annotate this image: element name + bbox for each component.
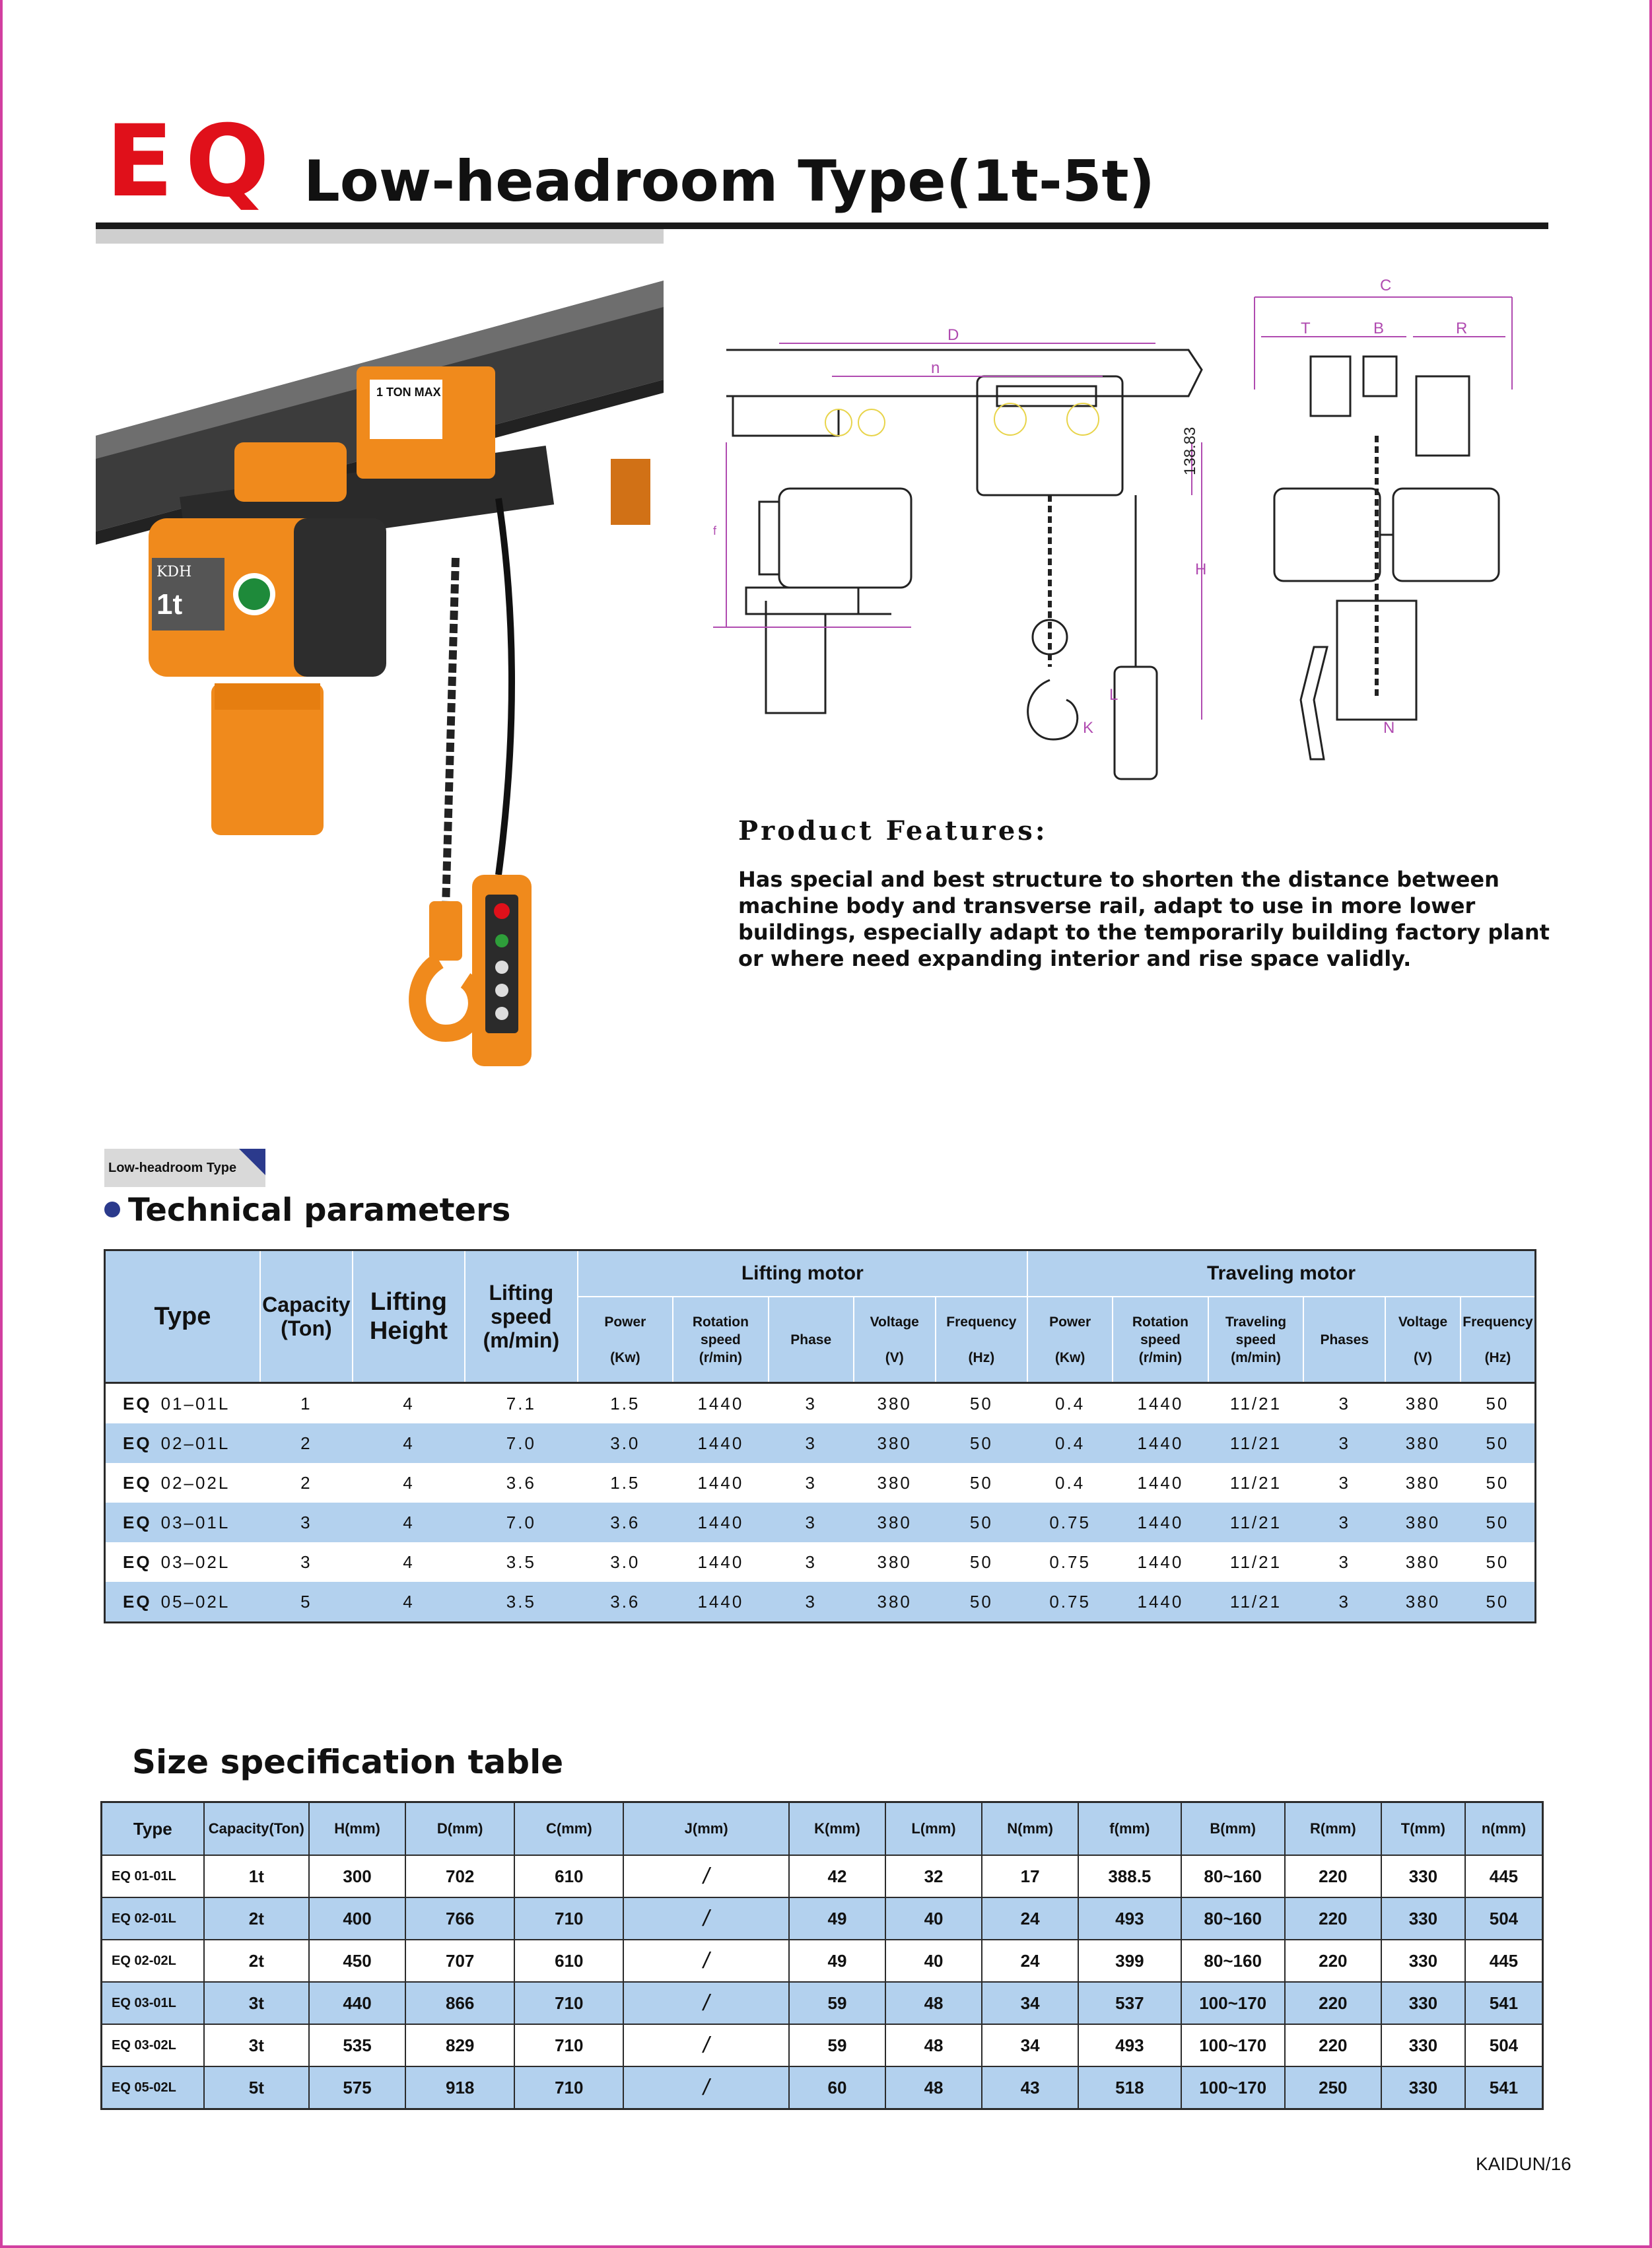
col-tm-rotation: Rotation speed (r/min) bbox=[1113, 1297, 1208, 1383]
page-footer: KAIDUN/16 bbox=[1476, 2154, 1571, 2174]
cell-tf: 50 bbox=[1486, 1551, 1509, 1572]
size-cell: 330 bbox=[1381, 2066, 1465, 2109]
cell-lf: 50 bbox=[969, 1551, 993, 1572]
cell-spd: 7.1 bbox=[506, 1393, 536, 1414]
cell-tr: 1440 bbox=[1137, 1393, 1184, 1414]
cell-lf: 50 bbox=[936, 1423, 1027, 1463]
cell-tph: 3 bbox=[1303, 1423, 1385, 1463]
size-cell: 2t bbox=[204, 1940, 309, 1982]
tonnage-plate: 1 TON MAX bbox=[376, 386, 441, 399]
cell-tph: 3 bbox=[1338, 1551, 1350, 1572]
cell-tp: 0.4 bbox=[1055, 1393, 1085, 1414]
size-cell: EQ 03-01L bbox=[102, 1982, 204, 2024]
size-col-header: f(mm) bbox=[1078, 1802, 1181, 1856]
cell-lf: 50 bbox=[969, 1393, 993, 1414]
col-lm-phase: Phase bbox=[769, 1297, 854, 1383]
size-cell: 300 bbox=[309, 1855, 405, 1897]
size-cell: 3t bbox=[204, 2024, 309, 2066]
size-cell: 59 bbox=[789, 2024, 885, 2066]
cell-tph: 3 bbox=[1303, 1503, 1385, 1542]
cell-lr: 1440 bbox=[697, 1472, 744, 1493]
cell-tph: 3 bbox=[1338, 1393, 1350, 1414]
size-cell: / bbox=[623, 1982, 789, 2024]
cell-cap: 5 bbox=[260, 1582, 353, 1623]
cell-tv: 380 bbox=[1385, 1423, 1461, 1463]
cell-tv: 380 bbox=[1405, 1472, 1441, 1493]
size-cell: EQ 03-02L bbox=[102, 2024, 204, 2066]
size-col-header: B(mm) bbox=[1181, 1802, 1285, 1856]
cell-tph: 3 bbox=[1338, 1472, 1350, 1493]
size-col-header: N(mm) bbox=[982, 1802, 1078, 1856]
size-cell: EQ 02-01L bbox=[102, 1897, 204, 1940]
size-cell: 330 bbox=[1381, 1897, 1465, 1940]
cell-h: 4 bbox=[403, 1472, 415, 1493]
cell-lr: 1440 bbox=[673, 1423, 769, 1463]
features-title: Product Features: bbox=[738, 815, 1048, 846]
cell-tf: 50 bbox=[1486, 1393, 1509, 1414]
cell-lr: 1440 bbox=[673, 1503, 769, 1542]
dim-label-f: f bbox=[713, 524, 717, 537]
cell-lr: 1440 bbox=[673, 1582, 769, 1623]
col-capacity: Capacity (Ton) bbox=[260, 1250, 353, 1383]
col-tm-travel-speed: Traveling speed (m/min) bbox=[1208, 1297, 1304, 1383]
size-cell: 32 bbox=[885, 1855, 982, 1897]
dim-label-H: H bbox=[1195, 561, 1207, 578]
size-cell: 493 bbox=[1078, 2024, 1181, 2066]
size-cell: / bbox=[623, 2066, 789, 2109]
size-cell: 330 bbox=[1381, 1855, 1465, 1897]
table-row bbox=[102, 1982, 1543, 2024]
size-cell: 330 bbox=[1381, 2024, 1465, 2066]
cell-h: 4 bbox=[353, 1503, 465, 1542]
title-rule bbox=[96, 222, 1548, 229]
size-cell: 40 bbox=[885, 1940, 982, 1982]
cell-tph: 3 bbox=[1303, 1582, 1385, 1623]
size-cell: 710 bbox=[514, 2066, 623, 2109]
size-cell: EQ 05-02L bbox=[102, 2066, 204, 2109]
cell-tp: 0.75 bbox=[1027, 1582, 1113, 1623]
type-cell: EQ 05–02L bbox=[105, 1582, 260, 1623]
size-col-header: R(mm) bbox=[1285, 1802, 1381, 1856]
size-cell: 34 bbox=[982, 2024, 1078, 2066]
col-lifting-speed: Lifting speed (m/min) bbox=[465, 1250, 577, 1383]
cell-lph: 3 bbox=[769, 1503, 854, 1542]
size-cell: / bbox=[623, 1897, 789, 1940]
size-cell: 100~170 bbox=[1181, 2066, 1285, 2109]
size-section-title: Size specification table bbox=[132, 1743, 564, 1781]
table-row bbox=[105, 1582, 1536, 1623]
size-cell: 400 bbox=[309, 1897, 405, 1940]
cell-tr: 1440 bbox=[1113, 1582, 1208, 1623]
cell-ts: 11/21 bbox=[1208, 1503, 1304, 1542]
cell-tf: 50 bbox=[1461, 1503, 1536, 1542]
table-row bbox=[105, 1383, 1536, 1424]
type-cell: EQ 02–01L bbox=[105, 1423, 260, 1463]
cell-cap: 3 bbox=[260, 1503, 353, 1542]
dim-label-N: N bbox=[1383, 719, 1395, 737]
size-cell: 220 bbox=[1285, 1855, 1381, 1897]
size-cell: 49 bbox=[789, 1940, 885, 1982]
cell-lv: 380 bbox=[877, 1472, 912, 1493]
table-row bbox=[105, 1463, 1536, 1503]
size-cell: 17 bbox=[982, 1855, 1078, 1897]
bullet-icon bbox=[104, 1202, 120, 1217]
dim-label-K: K bbox=[1083, 719, 1094, 737]
size-col-header: C(mm) bbox=[514, 1802, 623, 1856]
brand-plate: KDH bbox=[156, 564, 192, 580]
table-row bbox=[102, 2024, 1543, 2066]
cell-cap: 3 bbox=[300, 1551, 312, 1572]
cell-lr: 1440 bbox=[697, 1393, 744, 1414]
cell-spd: 3.5 bbox=[465, 1582, 577, 1623]
size-col-header: D(mm) bbox=[405, 1802, 514, 1856]
type-cell: EQ 03–01L bbox=[105, 1503, 260, 1542]
cell-lv: 380 bbox=[854, 1582, 936, 1623]
size-cell: EQ 02-02L bbox=[102, 1940, 204, 1982]
cell-lv: 380 bbox=[877, 1393, 912, 1414]
table-row bbox=[102, 1855, 1543, 1897]
size-cell: 24 bbox=[982, 1897, 1078, 1940]
size-cell: 518 bbox=[1078, 2066, 1181, 2109]
size-cell: / bbox=[623, 1855, 789, 1897]
cell-cap: 2 bbox=[260, 1423, 353, 1463]
size-cell: EQ 01-01L bbox=[102, 1855, 204, 1897]
page-title: Low-headroom Type(1t-5t) bbox=[304, 149, 1155, 215]
size-spec-table bbox=[100, 1801, 1544, 2110]
dim-label-L: L bbox=[1109, 686, 1119, 704]
col-lm-power: Power (Kw) bbox=[578, 1297, 673, 1383]
cell-lp: 3.0 bbox=[610, 1551, 640, 1572]
cell-tp: 0.75 bbox=[1049, 1551, 1091, 1572]
size-cell: 399 bbox=[1078, 1940, 1181, 1982]
dim-label-T: T bbox=[1301, 320, 1311, 337]
size-cell: 1t bbox=[204, 1855, 309, 1897]
col-tm-power: Power (Kw) bbox=[1027, 1297, 1113, 1383]
cell-tp: 0.75 bbox=[1027, 1503, 1113, 1542]
size-cell: 40 bbox=[885, 1897, 982, 1940]
cell-lv: 380 bbox=[877, 1551, 912, 1572]
size-cell: 707 bbox=[405, 1940, 514, 1982]
cell-lp: 3.6 bbox=[578, 1582, 673, 1623]
tag-corner bbox=[239, 1149, 265, 1175]
cell-tf: 50 bbox=[1461, 1423, 1536, 1463]
size-cell: 5t bbox=[204, 2066, 309, 2109]
tech-section-title: Technical parameters bbox=[128, 1192, 511, 1229]
cell-lph: 3 bbox=[805, 1472, 817, 1493]
cell-tp: 0.4 bbox=[1027, 1423, 1113, 1463]
size-cell: 220 bbox=[1285, 1897, 1381, 1940]
cell-tv: 380 bbox=[1405, 1551, 1441, 1572]
size-cell: 710 bbox=[514, 1897, 623, 1940]
size-cell: 48 bbox=[885, 2024, 982, 2066]
cell-h: 4 bbox=[353, 1582, 465, 1623]
size-col-header: Type bbox=[102, 1802, 204, 1856]
group-traveling-motor: Traveling motor bbox=[1027, 1250, 1535, 1297]
table-row bbox=[102, 1897, 1543, 1940]
cell-lv: 380 bbox=[854, 1423, 936, 1463]
size-cell: 575 bbox=[309, 2066, 405, 2109]
cell-spd: 3.5 bbox=[506, 1551, 536, 1572]
cell-spd: 7.0 bbox=[465, 1423, 577, 1463]
size-cell: 3t bbox=[204, 1982, 309, 2024]
cell-lf: 50 bbox=[969, 1472, 993, 1493]
col-lifting-height: Lifting Height bbox=[353, 1250, 465, 1383]
col-type: Type bbox=[105, 1250, 260, 1383]
size-cell: 80~160 bbox=[1181, 1855, 1285, 1897]
cell-tr: 1440 bbox=[1137, 1472, 1184, 1493]
size-cell: 80~160 bbox=[1181, 1897, 1285, 1940]
tech-params-table bbox=[104, 1249, 1536, 1623]
size-col-header: K(mm) bbox=[789, 1802, 885, 1856]
size-cell: 388.5 bbox=[1078, 1855, 1181, 1897]
cell-lf: 50 bbox=[936, 1503, 1027, 1542]
cell-lp: 3.0 bbox=[578, 1423, 673, 1463]
cell-tf: 50 bbox=[1461, 1582, 1536, 1623]
cell-lph: 3 bbox=[769, 1582, 854, 1623]
cell-spd: 7.0 bbox=[465, 1503, 577, 1542]
group-lifting-motor: Lifting motor bbox=[578, 1250, 1028, 1297]
hoist-product-photo bbox=[96, 281, 664, 1073]
size-cell: 541 bbox=[1465, 2066, 1543, 2109]
size-cell: 918 bbox=[405, 2066, 514, 2109]
size-cell: 100~170 bbox=[1181, 1982, 1285, 2024]
tech-section-heading bbox=[104, 1192, 510, 1229]
size-cell: 610 bbox=[514, 1940, 623, 1982]
col-tm-phases: Phases bbox=[1303, 1297, 1385, 1383]
size-cell: 535 bbox=[309, 2024, 405, 2066]
col-lm-frequency: Frequency (Hz) bbox=[936, 1297, 1027, 1383]
size-cell: 710 bbox=[514, 2024, 623, 2066]
cell-lf: 50 bbox=[936, 1582, 1027, 1623]
size-cell: 43 bbox=[982, 2066, 1078, 2109]
cell-ts: 11/21 bbox=[1229, 1393, 1282, 1414]
size-col-header: J(mm) bbox=[623, 1802, 789, 1856]
size-cell: 34 bbox=[982, 1982, 1078, 2024]
table-row bbox=[105, 1503, 1536, 1542]
size-cell: 440 bbox=[309, 1982, 405, 2024]
type-cell: EQ 02–02L bbox=[123, 1472, 230, 1493]
size-cell: 450 bbox=[309, 1940, 405, 1982]
size-cell: 541 bbox=[1465, 1982, 1543, 2024]
cell-tr: 1440 bbox=[1137, 1551, 1184, 1572]
size-col-header: H(mm) bbox=[309, 1802, 405, 1856]
cell-tv: 380 bbox=[1385, 1582, 1461, 1623]
size-cell: 2t bbox=[204, 1897, 309, 1940]
size-col-header: L(mm) bbox=[885, 1802, 982, 1856]
cell-ts: 11/21 bbox=[1208, 1423, 1304, 1463]
cell-cap: 2 bbox=[300, 1472, 312, 1493]
col-lm-rotation: Rotation speed (r/min) bbox=[673, 1297, 769, 1383]
cell-lp: 1.5 bbox=[610, 1472, 640, 1493]
dimension-drawing bbox=[713, 271, 1532, 799]
features-text: Has special and best structure to shorten the distance between machine body and transverse rail, adapt to use in more lower buildings, especially adapt to the temporarily building factory plant or where need expanding interior and rise space validly. bbox=[738, 867, 1550, 971]
dim-value: 138.83 bbox=[1181, 426, 1199, 475]
dim-label-C: C bbox=[1380, 277, 1392, 294]
size-cell: 250 bbox=[1285, 2066, 1381, 2109]
cell-h: 4 bbox=[403, 1393, 415, 1414]
size-cell: 610 bbox=[514, 1855, 623, 1897]
cell-tv: 380 bbox=[1385, 1503, 1461, 1542]
size-cell: 866 bbox=[405, 1982, 514, 2024]
type-cell: EQ 01–01L bbox=[123, 1393, 230, 1414]
size-cell: 445 bbox=[1465, 1940, 1543, 1982]
page-header bbox=[99, 104, 1552, 224]
size-cell: / bbox=[623, 1940, 789, 1982]
table-row bbox=[105, 1542, 1536, 1582]
cell-cap: 1 bbox=[300, 1393, 312, 1414]
size-cell: 59 bbox=[789, 1982, 885, 2024]
cell-tp: 0.4 bbox=[1055, 1472, 1085, 1493]
col-tm-frequency: Frequency (Hz) bbox=[1461, 1297, 1536, 1383]
dim-label-R: R bbox=[1456, 320, 1468, 337]
size-cell: 829 bbox=[405, 2024, 514, 2066]
size-cell: 100~170 bbox=[1181, 2024, 1285, 2066]
cell-lph: 3 bbox=[769, 1423, 854, 1463]
table-row bbox=[105, 1423, 1536, 1463]
size-col-header: Capacity(Ton) bbox=[204, 1802, 309, 1856]
size-col-header: T(mm) bbox=[1381, 1802, 1465, 1856]
size-cell: 330 bbox=[1381, 1940, 1465, 1982]
size-cell: 42 bbox=[789, 1855, 885, 1897]
cell-h: 4 bbox=[403, 1551, 415, 1572]
size-cell: 766 bbox=[405, 1897, 514, 1940]
cell-tr: 1440 bbox=[1113, 1423, 1208, 1463]
section-tag: Low-headroom Type bbox=[104, 1149, 265, 1187]
type-cell: EQ 03–02L bbox=[123, 1551, 230, 1572]
dim-label-B: B bbox=[1373, 320, 1385, 337]
size-cell: 504 bbox=[1465, 2024, 1543, 2066]
size-cell: 493 bbox=[1078, 1897, 1181, 1940]
cell-ts: 11/21 bbox=[1229, 1472, 1282, 1493]
cell-tf: 50 bbox=[1486, 1472, 1509, 1493]
col-tm-voltage: Voltage (V) bbox=[1385, 1297, 1461, 1383]
title-underbar bbox=[96, 229, 664, 244]
size-cell: 504 bbox=[1465, 1897, 1543, 1940]
dim-label-n: n bbox=[931, 359, 940, 377]
cell-ts: 11/21 bbox=[1229, 1551, 1282, 1572]
cell-lph: 3 bbox=[805, 1551, 817, 1572]
size-cell: 220 bbox=[1285, 2024, 1381, 2066]
size-cell: 220 bbox=[1285, 1940, 1381, 1982]
cell-ts: 11/21 bbox=[1208, 1582, 1304, 1623]
cell-lv: 380 bbox=[854, 1503, 936, 1542]
size-cell: 445 bbox=[1465, 1855, 1543, 1897]
size-cell: 48 bbox=[885, 1982, 982, 2024]
size-cell: 220 bbox=[1285, 1982, 1381, 2024]
cell-h: 4 bbox=[353, 1423, 465, 1463]
table-row bbox=[102, 2066, 1543, 2109]
size-cell: / bbox=[623, 2024, 789, 2066]
size-cell: 49 bbox=[789, 1897, 885, 1940]
cell-lp: 3.6 bbox=[578, 1503, 673, 1542]
cell-lr: 1440 bbox=[697, 1551, 744, 1572]
size-cell: 48 bbox=[885, 2066, 982, 2109]
brand-logo: EQ bbox=[106, 104, 281, 219]
table-row bbox=[102, 1940, 1543, 1982]
size-cell: 702 bbox=[405, 1855, 514, 1897]
cell-lp: 1.5 bbox=[610, 1393, 640, 1414]
cell-tr: 1440 bbox=[1113, 1503, 1208, 1542]
size-cell: 330 bbox=[1381, 1982, 1465, 2024]
capacity-plate: 1t bbox=[156, 588, 183, 621]
size-cell: 60 bbox=[789, 2066, 885, 2109]
cell-tv: 380 bbox=[1405, 1393, 1441, 1414]
dim-label-D: D bbox=[947, 326, 959, 344]
size-cell: 537 bbox=[1078, 1982, 1181, 2024]
size-col-header: n(mm) bbox=[1465, 1802, 1543, 1856]
size-cell: 710 bbox=[514, 1982, 623, 2024]
size-cell: 80~160 bbox=[1181, 1940, 1285, 1982]
cell-lph: 3 bbox=[805, 1393, 817, 1414]
size-cell: 24 bbox=[982, 1940, 1078, 1982]
col-lm-voltage: Voltage (V) bbox=[854, 1297, 936, 1383]
cell-spd: 3.6 bbox=[506, 1472, 536, 1493]
